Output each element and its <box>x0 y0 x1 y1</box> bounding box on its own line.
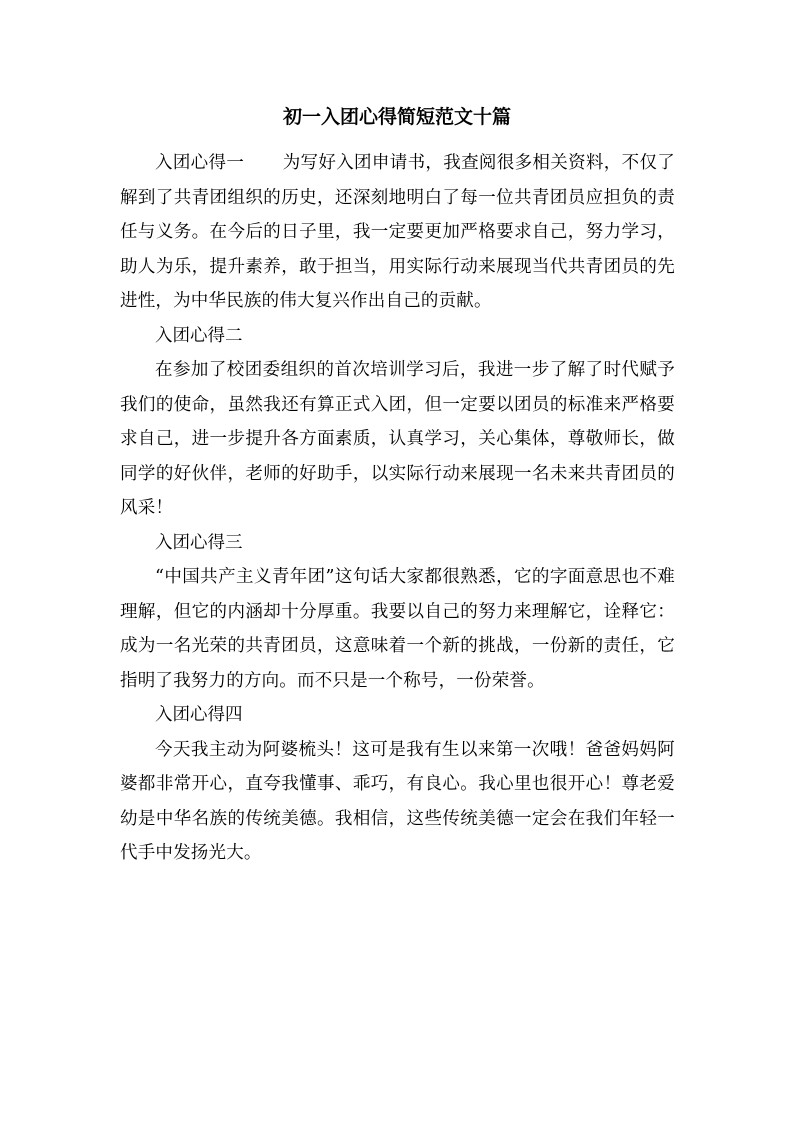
section-heading: 入团心得二 <box>155 325 243 346</box>
section-body: 在参加了校团委组织的首次培训学习后，我进一步了解了时代赋予我们的使命，虽然我还有算正式入团，但一定要以团员的标准来严格要求自己，进一步提升各方面素质，认真学习，关心集体，尊敬师长，做同学的好伙伴，老师的好助手，以实际行动来展现一名未来共青团员的风采！ <box>120 360 675 518</box>
section-heading: 入团心得四 <box>155 705 243 725</box>
section-heading: 入团心得一 <box>155 153 245 173</box>
section-body: 为写好入团申请书，我查阅很多相关资料，不仅了解到了共青团组织的历史，还深刻地明白了每一位共青团员应担负的责任与义务。在今后的日子里，我一定要更加严格要求自己，努力学习，助人为乐，提升素养，敢于担当，用实际行动来展现当代共青团员的先进性，为中华民族的伟大复兴作出自己的贡献。 <box>120 153 676 311</box>
document-body <box>120 146 675 871</box>
section-heading: 入团心得三 <box>155 532 243 553</box>
section-1 <box>120 146 675 319</box>
section-body: 今天我主动为阿婆梳头！这可是我有生以来第一次哦！爸爸妈妈阿婆都非常开心，直夸我懂事、乖巧，有良心。我心里也很开心！尊老爱幼是中华名族的传统美德。我相信，这些传统美德一定会在我们年轻一代手中发扬光大。 <box>120 739 675 863</box>
section-body: “中国共产主义青年团”这句话大家都很熟悉，它的字面意思也不难理解，但它的内涵却十分厚重。我要以自己的努力来理解它，诠释它：成为一名光荣的共青团员，这意味着一个新的挑战，一份新的责任，它指明了我努力的方向。而不只是一个称号，一份荣誉。 <box>120 567 675 691</box>
document-title: 初一入团心得简短范文十篇 <box>282 106 511 128</box>
